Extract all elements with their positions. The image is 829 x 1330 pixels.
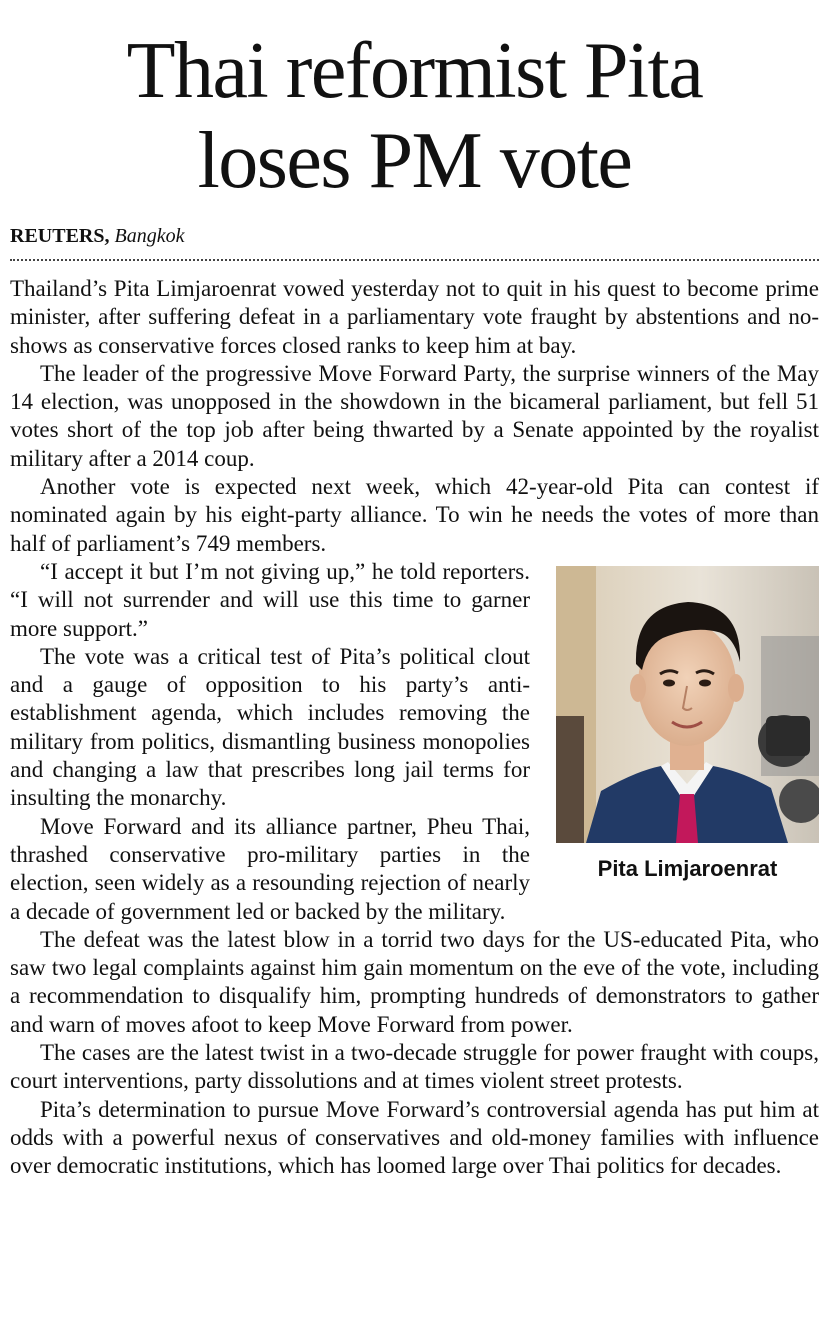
portrait-photo (556, 566, 819, 843)
byline-agency: REUTERS, (10, 225, 110, 247)
headline-line-2: loses PM vote (197, 117, 632, 205)
paragraph-3: Another vote is expected next week, which 42-year-old Pita can contest if nominated again by his eight-party alliance. To win he needs the votes of more than half of parliament’s 749 members. (10, 474, 819, 556)
paragraph-4: “I accept it but I’m not giving up,” he told reporters. “I will not surrender and will use this time to garner more support.” (10, 558, 530, 641)
photo-figure (556, 566, 819, 896)
photo-caption: Pita Limjaroenrat (597, 855, 778, 881)
paragraph-2: The leader of the progressive Move Forward Party, the surprise winners of the May 14 election, was unopposed in the showdown in the bicameral parliament, but fell 51 votes short of the top job after being thwarted by a Senate appointed by the royalist military after a 2014 coup. (10, 360, 819, 471)
headline (10, 26, 819, 206)
dotted-divider (10, 259, 819, 261)
paragraph-9: Pita’s determination to pursue Move Forward’s controversial agenda has put him at odds with a powerful nexus of conservatives and old-money families with influence over democratic institutions, which has loomed large over Thai politics for decades. (10, 1096, 819, 1179)
byline-place: Bangkok (114, 225, 185, 247)
paragraph-5: The vote was a critical test of Pita’s political clout and a gauge of opposition to his party’s anti-establishment agenda, which includes removing the military from politics, dismantling business monopolies and changing a law that prescribes long jail terms for insulting the monarchy. (10, 643, 530, 811)
paragraph-7: The defeat was the latest blow in a torrid two days for the US-educated Pita, who saw two legal complaints against him gain momentum on the eve of the vote, including a recommendation to disqualify him, prompting hundreds of demonstrators to gather and warn of moves afoot to keep Move Forward from power. (10, 926, 819, 1037)
paragraph-6: Move Forward and its alliance partner, Pheu Thai, thrashed conservative pro-military parties in the election, seen widely as a resounding rejection of nearly a decade of government led or backed by the military. (10, 813, 530, 924)
paragraph-1: Thailand’s Pita Limjaroenrat vowed yesterday not to quit in his quest to become prime minister, after suffering defeat in a parliamentary vote fraught by abstentions and no-shows as conservative forces closed ranks to keep him at bay. (10, 276, 819, 358)
byline (10, 224, 184, 248)
headline-line-1: Thai reformist Pita (126, 27, 703, 115)
article-body (10, 275, 819, 1181)
paragraph-8: The cases are the latest twist in a two-decade struggle for power fraught with coups, court interventions, party dissolutions and at times violent street protests. (10, 1040, 819, 1094)
